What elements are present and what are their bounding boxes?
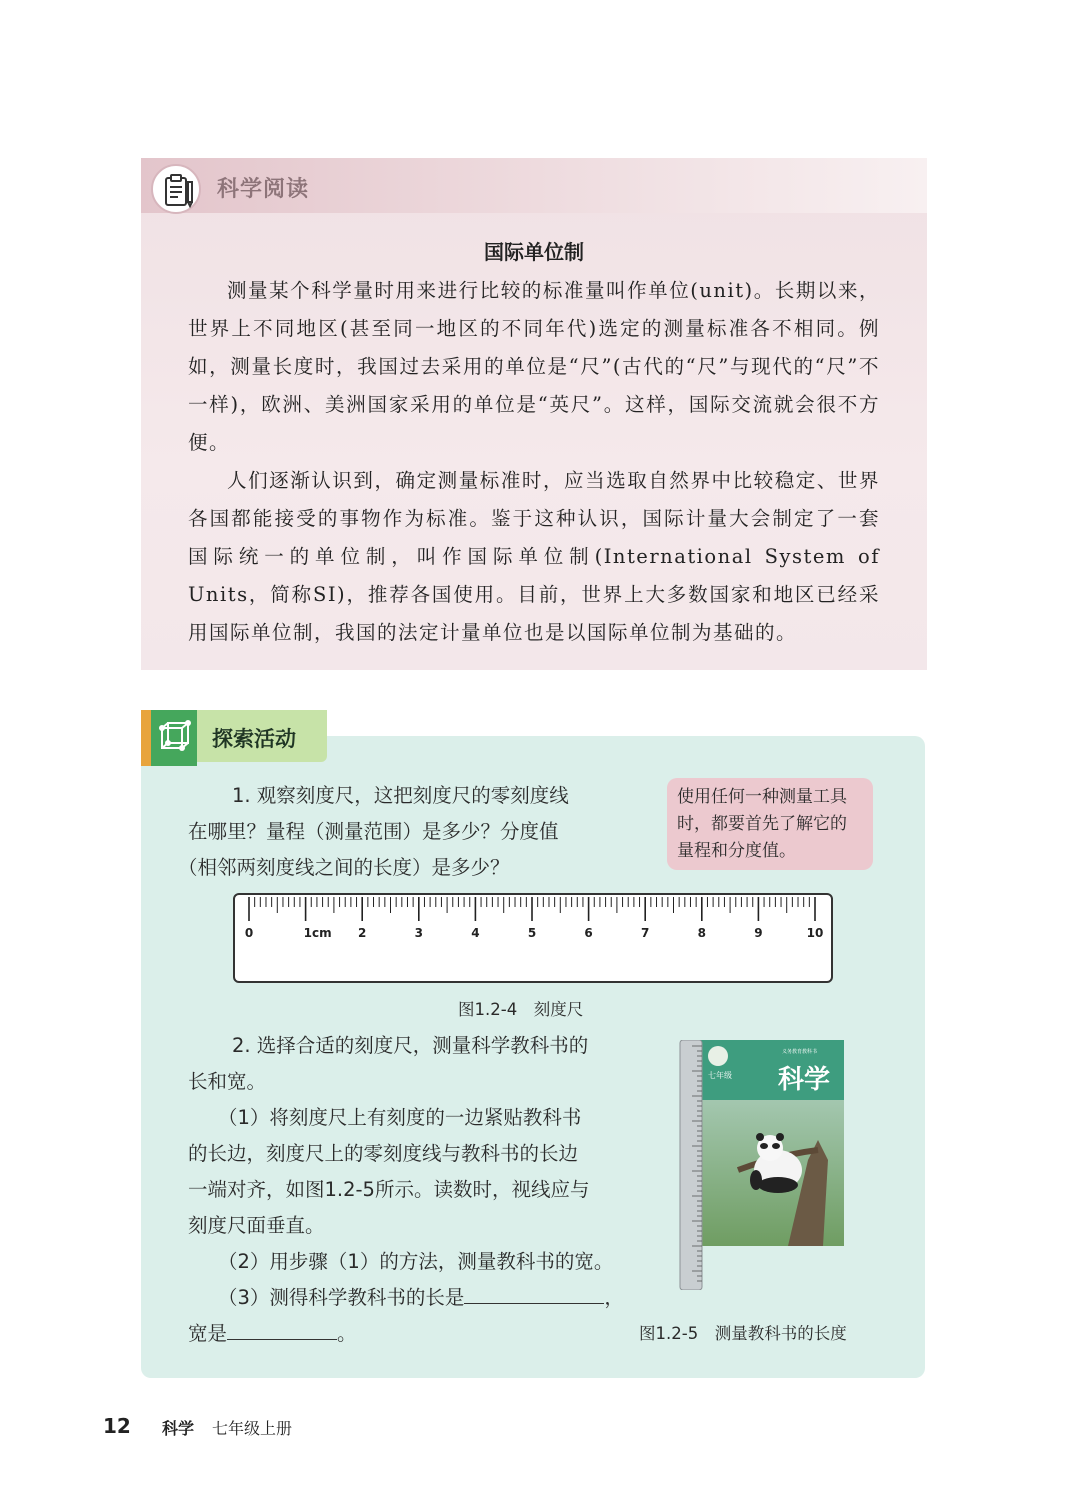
question-1-line: 在哪里？量程（测量范围）是多少？分度值 bbox=[188, 820, 559, 843]
textbook-with-ruler-photo bbox=[678, 1040, 848, 1290]
ruler-label: 3 bbox=[414, 926, 423, 940]
ruler-label: 7 bbox=[641, 926, 650, 940]
tip-line: 使用任何一种测量工具 bbox=[677, 787, 847, 807]
step-3-period: 。 bbox=[337, 1322, 357, 1345]
science-reading-header bbox=[141, 158, 927, 213]
step-3-width-text: 宽是 bbox=[188, 1322, 228, 1345]
step-1-line: 的长边，刻度尺上的零刻度线与教科书的长边 bbox=[188, 1142, 579, 1165]
step-3-line bbox=[218, 1280, 624, 1316]
ruler-label: 5 bbox=[527, 926, 537, 940]
book-publisher: 义务教育教科书 bbox=[782, 1049, 818, 1055]
question-2-line: 长和宽。 bbox=[188, 1070, 267, 1093]
footer-grade: 七年级上册 bbox=[212, 1419, 293, 1438]
article-title: 国际单位制 bbox=[484, 240, 584, 264]
science-reading-label: 科学阅读 bbox=[217, 177, 310, 202]
step-3-text: （3）测得科学教科书的长是 bbox=[218, 1286, 465, 1309]
tip-line: 量程和分度值。 bbox=[677, 841, 796, 861]
tab-accent-stripe bbox=[141, 710, 151, 766]
explore-activity-label: 探索活动 bbox=[212, 727, 296, 751]
step-3-comma: ， bbox=[604, 1286, 624, 1309]
step-1-line: （1）将刻度尺上有刻度的一边紧贴教科书 bbox=[218, 1106, 582, 1129]
question-1-line: 1. 观察刻度尺，这把刻度尺的零刻度线 bbox=[232, 784, 569, 807]
book-grade: 七年级 bbox=[708, 1071, 732, 1080]
width-answer-blank[interactable] bbox=[227, 1317, 337, 1340]
page-number: 12 bbox=[103, 1414, 131, 1438]
ruler-scale bbox=[235, 895, 831, 981]
figure-caption-book: 图1.2-5 测量教科书的长度 bbox=[639, 1324, 847, 1343]
ruler-label: 2 bbox=[358, 926, 367, 940]
cube-network-icon bbox=[151, 710, 197, 766]
ruler-label: 10 bbox=[806, 926, 824, 940]
ruler-label: 4 bbox=[471, 926, 480, 940]
step-3-line bbox=[188, 1316, 357, 1352]
ruler-label: 1cm bbox=[303, 926, 332, 940]
ruler-label: 6 bbox=[584, 926, 593, 940]
question-2-line: 2. 选择合适的刻度尺，测量科学教科书的 bbox=[232, 1034, 589, 1057]
footer-subject: 科学 bbox=[162, 1419, 195, 1438]
figure-caption-ruler: 图1.2-4 刻度尺 bbox=[458, 1000, 584, 1019]
ruler-label: 0 bbox=[244, 926, 254, 940]
step-1-line: 一端对齐，如图1.2-5所示。读数时，视线应与 bbox=[188, 1178, 590, 1201]
ruler-figure bbox=[233, 893, 833, 983]
article-paragraph: 测量某个科学量时用来进行比较的标准量叫作单位(unit)。长期以来，世界上不同地区(甚至同一地区的不同年代)选定的测量标准各不相同。例如，测量长度时，我国过去采用的单位是“尺”(古代的“尺”与现代的“尺”不一样)，欧洲、美洲国家采用的单位是“英尺”。这样，国际交流就会很不方便。 bbox=[188, 279, 880, 454]
step-1-line: 刻度尺面垂直。 bbox=[188, 1214, 325, 1237]
length-answer-blank[interactable] bbox=[464, 1281, 604, 1304]
ruler-label: 9 bbox=[754, 926, 763, 940]
step-2-line: （2）用步骤（1）的方法，测量教科书的宽。 bbox=[218, 1250, 614, 1273]
ruler-label: 8 bbox=[697, 926, 706, 940]
book-title: 科学 bbox=[778, 1065, 831, 1095]
tip-line: 时，都要首先了解它的 bbox=[677, 814, 847, 834]
article-body bbox=[188, 272, 880, 652]
tip-bubble bbox=[667, 778, 873, 870]
clipboard-pencil-icon bbox=[151, 164, 201, 214]
article-paragraph: 人们逐渐认识到，确定测量标准时，应当选取自然界中比较稳定、世界各国都能接受的事物作为标准。鉴于这种认识，国际计量大会制定了一套国际统一的单位制，叫作国际单位制(International System of Units，简称SI)，推荐各国使用。目前，世界上大多数国家和地区已经采用国际单位制，我国的法定计量单位也是以国际单位制为基础的。 bbox=[188, 469, 880, 644]
question-1-line: （相邻两刻度线之间的长度）是多少？ bbox=[178, 856, 510, 879]
